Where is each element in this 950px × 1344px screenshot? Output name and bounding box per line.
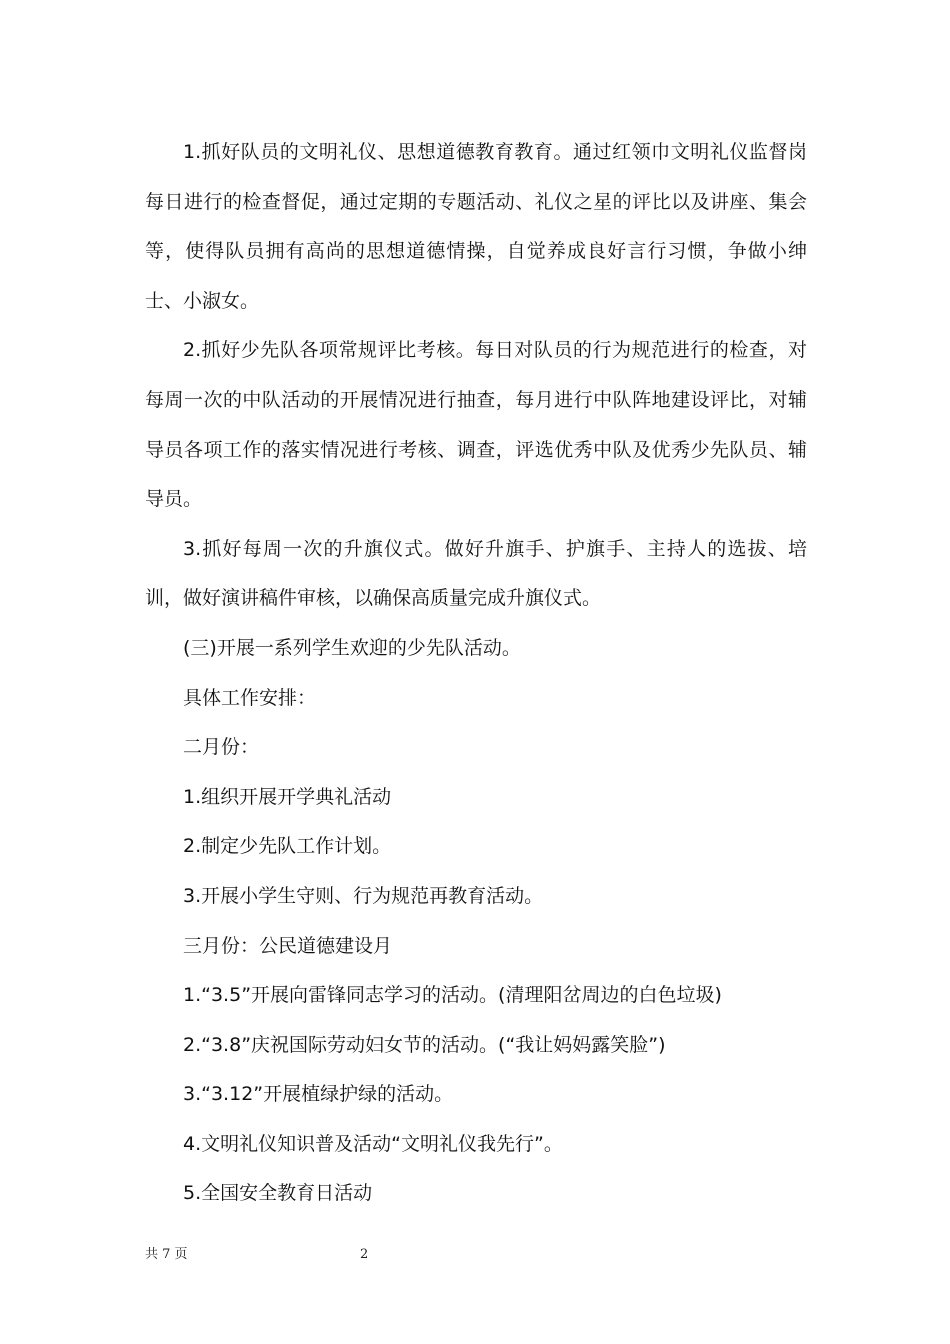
month-february: 二月份： [183, 736, 260, 759]
list-item: 1.“3.5”开展向雷锋同志学习的活动。(清理阳岔周边的白色垃圾) [183, 984, 722, 1007]
paragraph-2: 2.抓好少先队各项常规评比考核。每日对队员的行为规范进行的检查，对每周一次的中队活动的开展情况进行抽查，每月进行中队阵地建设评比，对辅导员各项工作的落实情况进行考核、调查，评选优秀中队及优秀少先队员、辅导员。 [145, 339, 807, 511]
list-item: 1.组织开展开学典礼活动 [183, 785, 392, 808]
list-item: 2.制定少先队工作计划。 [183, 835, 392, 858]
section-heading: (三)开展一系列学生欢迎的少先队活动。 [183, 636, 521, 659]
list-item: 3.开展小学生守则、行为规范再教育活动。 [183, 884, 544, 907]
list-item: 2.“3.8”庆祝国际劳动妇女节的活动。(“我让妈妈露笑脸”) [183, 1033, 666, 1056]
schedule-heading: 具体工作安排： [183, 686, 317, 709]
paragraph-1: 1.抓好队员的文明礼仪、思想道德教育教育。通过红领巾文明礼仪监督岗每日进行的检查督促，通过定期的专题活动、礼仪之星的评比以及讲座、集会等，使得队员拥有高尚的思想道德情操，自觉养成良好言行习惯，争做小绅士、小淑女。 [145, 141, 807, 312]
footer-total-pages: 共 7 页 [145, 1247, 188, 1262]
paragraph-3: 3.抓好每周一次的升旗仪式。做好升旗手、护旗手、主持人的选拔、培训，做好演讲稿件审核，以确保高质量完成升旗仪式。 [145, 537, 807, 610]
footer-page-number: 2 [360, 1247, 369, 1262]
list-item: 3.“3.12”开展植绿护绿的活动。 [183, 1083, 454, 1106]
list-item: 4.文明礼仪知识普及活动“文明礼仪我先行”。 [183, 1132, 563, 1155]
list-item: 5.全国安全教育日活动 [183, 1182, 373, 1205]
document-body [145, 128, 807, 1219]
month-march: 三月份：公民道德建设月 [183, 934, 393, 957]
